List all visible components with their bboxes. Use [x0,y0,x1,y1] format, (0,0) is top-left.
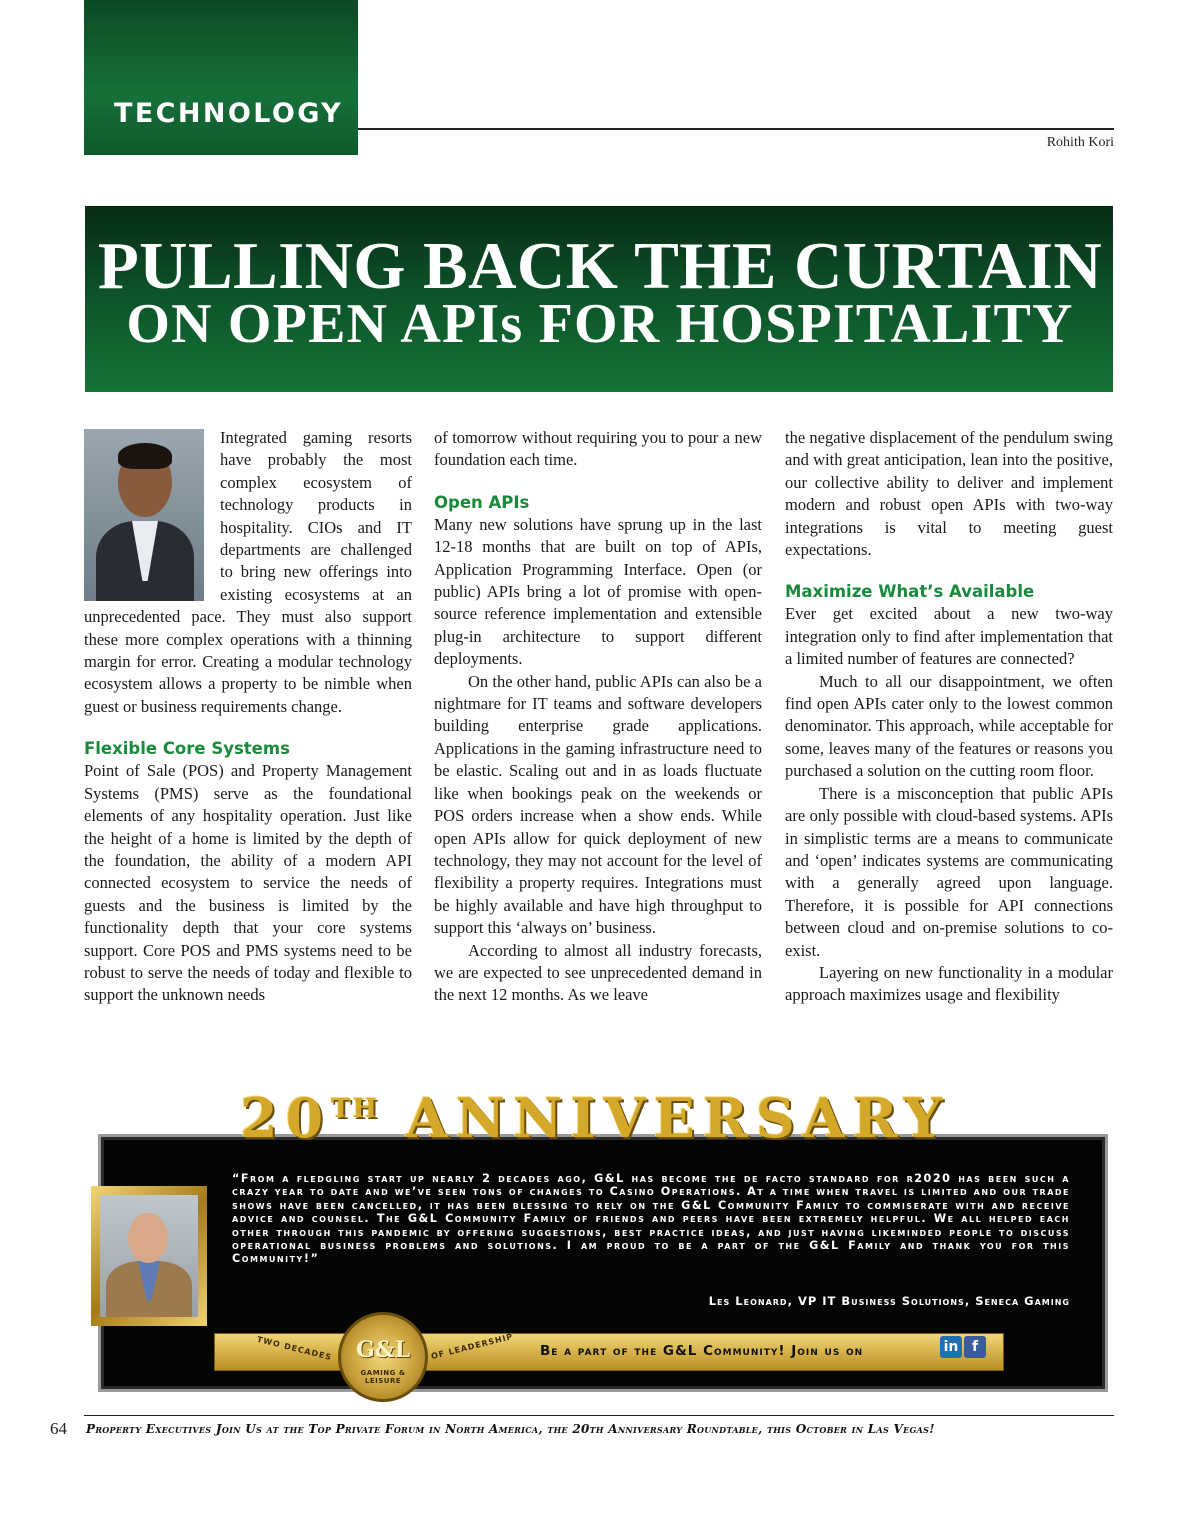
paragraph: the negative displacement of the pendulum swing and with great anticipation, lean into the positive, our collective ability to deliver and implement modern and robust open APIs with two-way integrations is vital to meeting guest expectations. [785,428,1113,560]
section-tab [84,0,358,155]
paragraph: There is a misconception that public APIs are only possible with cloud-based systems. APIs in simplistic terms are a means to communicate and ‘open’ indicates systems are communicating with a generally agreed upon language. Therefore, it is possible for API connections between cloud and on-premise solutions to co-exist. [785,783,1113,960]
anniversary-title [240,1086,1000,1150]
paragraph: Point of Sale (POS) and Property Management Systems (PMS) serve as the foundational elements of any hospitality operation. Just like the height of a home is limited by the depth of the foundation, the ability of a modern API connected ecosystem to service the needs of guests and the business is limited by the functionality depth that your core systems support. Core POS and PMS systems need to be robust to serve the needs of today and flexible to support the unknown needs [84,761,412,1005]
article-column-1 [84,427,412,1007]
paragraph: of tomorrow without requiring you to pour a new foundation each time. [434,428,762,470]
facebook-icon[interactable]: f [964,1336,986,1358]
footer-rule [84,1415,1114,1416]
testimonial-photo-frame [91,1186,207,1326]
paragraph: Layering on new functionality in a modular approach maximizes usage and flexibility [785,962,1113,1005]
section-label: TECHNOLOGY [114,98,344,129]
testimonial-quote: “From a fledgling start up nearly 2 decades ago, G&L has become the de facto standard for r2020 has been such a crazy year to date and we’ve seen tons of changes to Casino Operations. At a time when travel is limited and our trade shows have been cancelled, it has been blessing to rely on the G&L Community Family to commiserate with and receive advice and counsel. The G&L Community Family of friends and peers have been extremely helpful. We all helped each other through this pandemic by offering suggestions, best practice ideas, and just having likeminded people to discuss operational business problems and solutions. I am proud to be a part of the G&L Family and thank you for this Community!” [232,1172,1070,1266]
article-column-3 [785,427,1113,1007]
headline-line-1: PULLING BACK THE CURTAIN [97,229,1103,303]
subheading: Open APIs [434,492,530,512]
paragraph: According to almost all industry forecasts, we are expected to see unprecedented demand in the next 12 months. As we leave [434,940,762,1005]
seal-logo-text: G&L [355,1337,411,1363]
author-byline: Rohith Kori [1046,135,1114,150]
article-column-2 [434,427,762,1007]
author-photo [84,429,204,601]
header-rule [358,128,1114,130]
seal-subtext: GAMING & LEISURE [360,1369,406,1385]
subheading: Maximize What’s Available [785,582,1035,602]
subheading: Flexible Core Systems [84,739,290,759]
paragraph: Many new solutions have sprung up in the last 12-18 months that are built on top of APIs, Application Programming Interface. Open (or public) APIs bring a lot of promise with open-source reference implementation and extensible plug-in architecture to support different deployments. [434,514,762,669]
paragraph: Integrated gaming resorts have probably the most complex ecosystem of technology products in hospitality. CIOs and IT departments are challenged to bring new offerings into existing ecosystems at an unprecedented pace. They must also support these more complex operations with a thinning margin for error. Creating a modular technology ecosystem allows a property to be nimble when guest or business requirements change. [84,428,412,716]
paragraph: Much to all our disappointment, we often find open APIs cater only to the lowest common denominator. This approach, while acceptable for some, leaves many of the features or reasons you purchased a solution on the cutting room floor. [785,671,1113,781]
testimonial-photo [100,1195,198,1317]
anniversary-suffix: TH [331,1094,380,1124]
footer-promo-text: Property Executives Join Us at the Top Private Forum in North America, the 20th Anniversary Roundtable, this October in Las Vegas! [86,1422,935,1436]
paragraph: Ever get excited about a new two-way integration only to find after implementation that a limited number of features are connected? [785,604,1113,669]
linkedin-icon[interactable]: in [940,1336,962,1358]
paragraph: On the other hand, public APIs can also be a nightmare for IT teams and software developers building enterprise grade applications. Applications in the gaming infrastructure need to be elastic. Scaling out and in as loads fluctuate like when bookings peak on the weekends or POS orders increase when a show ends. While open APIs allow for quick deployment of new technology, they may not account for the level of flexibility a property requires. Integrations must be highly available and have high throughput to support this ‘always on’ business. [434,671,762,938]
join-call-to-action: Be a part of the G&L Community! Join us on [540,1343,864,1359]
page-number: 64 [50,1419,67,1438]
gl-seal-logo [338,1312,428,1402]
headline-line-2: ON OPEN APIs FOR HOSPITALITY [126,293,1074,355]
ribbon-right-text: OF LEADERSHIP [430,1331,515,1362]
ribbon-left-text: TWO DECADES [256,1334,333,1363]
testimonial-attribution: Les Leonard, VP IT Business Solutions, Seneca Gaming [708,1294,1070,1308]
anniversary-number: 20 [240,1086,332,1150]
anniversary-word: ANNIVERSARY [405,1086,951,1150]
